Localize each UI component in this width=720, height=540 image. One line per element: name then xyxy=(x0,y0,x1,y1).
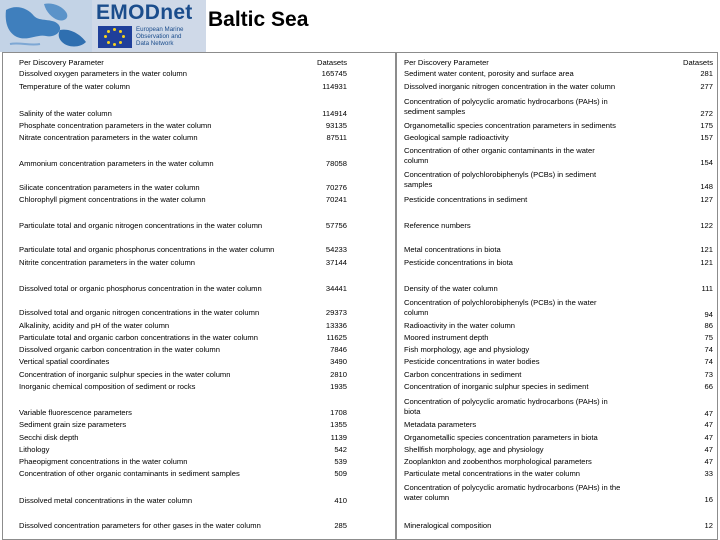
parameter-name: Sediment water content, porosity and surface area xyxy=(404,69,574,78)
dataset-count: 34441 xyxy=(325,284,347,293)
dataset-count: 121 xyxy=(700,245,713,254)
logo-subtitle-line: Data Network xyxy=(136,40,174,47)
parameter-name: Secchi disk depth xyxy=(19,433,79,442)
parameter-name: Metal concentrations in biota xyxy=(404,245,501,254)
dataset-count: 47 xyxy=(704,409,713,418)
dataset-count: 94 xyxy=(704,310,713,319)
column-header-datasets: Datasets xyxy=(683,58,713,67)
parameter-name: Lithology xyxy=(19,445,50,454)
dataset-count: 2810 xyxy=(330,370,347,379)
parameter-name: Organometallic species concentration parameters in sediments xyxy=(404,121,616,130)
page-title: Baltic Sea xyxy=(208,8,309,31)
parameter-name: Sediment grain size parameters xyxy=(19,420,127,429)
dataset-count: 542 xyxy=(334,445,347,454)
parameter-name: Dissolved oxygen parameters in the water column xyxy=(19,69,187,78)
column-header-datasets: Datasets xyxy=(317,58,347,67)
dataset-count: 157 xyxy=(700,133,713,142)
parameter-name xyxy=(404,97,662,117)
parameter-name xyxy=(404,397,662,417)
dataset-count: 87511 xyxy=(326,133,347,142)
dataset-count: 33 xyxy=(704,469,713,478)
parameter-name: Dissolved organic carbon concentration in the water column xyxy=(19,345,220,354)
parameter-name-continued: sediment samples xyxy=(404,107,466,116)
parameter-name-line: Concentration of polycyclic aromatic hydrocarbons (PAHs) in xyxy=(404,97,608,106)
dataset-count: 16 xyxy=(704,495,713,504)
parameter-name-continued: biota xyxy=(404,407,421,416)
parameter-name: Ammonium concentration parameters in the water column xyxy=(19,159,214,168)
parameter-name: Dissolved total and organic nitrogen concentrations in the water column xyxy=(19,308,260,317)
parameter-name-continued: samples xyxy=(404,180,433,189)
parameter-name: Particulate metal concentrations in the water column xyxy=(404,469,581,478)
dataset-count: 74 xyxy=(704,345,713,354)
dataset-count: 57756 xyxy=(325,221,347,230)
parameter-name: Mineralogical composition xyxy=(404,521,492,530)
logo-subtitle-line: Observation and xyxy=(136,33,182,40)
right-parameter-table xyxy=(396,52,718,540)
dataset-count: 70241 xyxy=(325,195,347,204)
dataset-count: 1708 xyxy=(330,408,347,417)
dataset-count: 74 xyxy=(704,357,713,366)
parameter-name: Particulate total and organic carbon concentrations in the water column xyxy=(19,333,258,342)
dataset-count: 122 xyxy=(700,221,713,230)
dataset-count: 410 xyxy=(334,496,347,505)
dataset-count: 78058 xyxy=(325,159,347,168)
dataset-count: 13336 xyxy=(325,321,347,330)
parameter-name-continued: column xyxy=(404,308,429,317)
parameter-name: Nitrite concentration parameters in the water column xyxy=(19,258,196,267)
logo-subtitle xyxy=(136,26,183,47)
dataset-count: 539 xyxy=(334,457,347,466)
parameter-name: Moored instrument depth xyxy=(404,333,489,342)
dataset-count: 66 xyxy=(704,382,713,391)
parameter-name: Pesticide concentrations in sediment xyxy=(404,195,528,204)
logo-wordmark: EMODnet xyxy=(96,1,193,24)
parameter-name: Concentration of inorganic sulphur species in sediment xyxy=(404,382,589,391)
parameter-name-line: Concentration of polychlorobiphenyls (PCBs) in sediment xyxy=(404,170,597,179)
dataset-count: 509 xyxy=(334,469,347,478)
parameter-name: Nitrate concentration parameters in the water column xyxy=(19,133,198,142)
parameter-name: Particulate total and organic phosphorus concentrations in the water column xyxy=(19,245,275,254)
parameter-name-line: Concentration of polychlorobiphenyls (PCBs) in the water xyxy=(404,298,597,307)
parameter-name-continued: water column xyxy=(404,493,450,502)
parameter-name-line: Concentration of polycyclic aromatic hydrocarbons (PAHs) in the xyxy=(404,483,621,492)
parameter-name: Pesticide concentrations in biota xyxy=(404,258,513,267)
dataset-count: 54233 xyxy=(325,245,347,254)
dataset-count: 73 xyxy=(704,370,713,379)
parameter-name: Dissolved total or organic phosphorus concentration in the water column xyxy=(19,284,262,293)
parameter-name-line: Concentration of other organic contaminants in the water xyxy=(404,146,595,155)
dataset-count: 11625 xyxy=(326,333,347,342)
parameter-name: Dissolved concentration parameters for other gases in the water column xyxy=(19,521,261,530)
dataset-count: 165745 xyxy=(321,69,347,78)
dataset-count: 154 xyxy=(700,158,713,167)
dataset-count: 75 xyxy=(704,333,713,342)
dataset-count: 86 xyxy=(704,321,713,330)
parameter-name xyxy=(404,146,662,166)
dataset-count: 1139 xyxy=(330,433,347,442)
dataset-count: 47 xyxy=(704,457,713,466)
parameter-name: Alkalinity, acidity and pH of the water column xyxy=(19,321,170,330)
parameter-name: Phaeopigment concentrations in the water column xyxy=(19,457,188,466)
parameter-name: Chlorophyll pigment concentrations in the water column xyxy=(19,195,206,204)
parameter-name: Density of the water column xyxy=(404,284,498,293)
dataset-count: 3490 xyxy=(330,357,347,366)
parameter-name: Concentration of other organic contaminants in sediment samples xyxy=(19,469,240,478)
parameter-name: Pesticide concentrations in water bodies xyxy=(404,357,540,366)
dataset-count: 175 xyxy=(700,121,713,130)
dataset-count: 37144 xyxy=(325,258,347,267)
parameter-name: Zooplankton and zoobenthos morphological parameters xyxy=(404,457,592,466)
dataset-count: 47 xyxy=(704,420,713,429)
left-parameter-table xyxy=(2,52,396,540)
dataset-count: 70276 xyxy=(325,183,347,192)
dataset-count: 281 xyxy=(700,69,713,78)
dataset-count: 12 xyxy=(704,521,713,530)
dataset-count: 127 xyxy=(700,195,713,204)
parameter-name: Temperature of the water column xyxy=(19,82,131,91)
dataset-count: 121 xyxy=(700,258,713,267)
dataset-count: 1355 xyxy=(330,420,347,429)
dataset-count: 114931 xyxy=(322,82,347,91)
dataset-count: 93135 xyxy=(325,121,347,130)
column-header-parameter: Per Discovery Parameter xyxy=(19,58,104,67)
dataset-count: 1935 xyxy=(330,382,347,391)
parameter-name: Concentration of inorganic sulphur species in the water column xyxy=(19,370,231,379)
dataset-count: 29373 xyxy=(325,308,347,317)
dataset-count: 47 xyxy=(704,445,713,454)
dataset-count: 277 xyxy=(700,82,713,91)
parameter-name xyxy=(404,170,662,190)
emodnet-logo xyxy=(0,0,206,52)
dataset-count: 111 xyxy=(701,284,713,293)
parameter-name: Vertical spatial coordinates xyxy=(19,357,110,366)
parameter-name: Salinity of the water column xyxy=(19,109,112,118)
parameter-name xyxy=(404,298,662,318)
parameter-name: Metadata parameters xyxy=(404,420,477,429)
parameter-name: Phosphate concentration parameters in the water column xyxy=(19,121,212,130)
parameter-name: Particulate total and organic nitrogen concentrations in the water column xyxy=(19,221,263,230)
eu-flag-icon xyxy=(98,26,132,48)
parameter-name: Dissolved inorganic nitrogen concentration in the water column xyxy=(404,82,616,91)
dataset-count: 148 xyxy=(700,182,713,191)
parameter-name: Organometallic species concentration parameters in biota xyxy=(404,433,598,442)
logo-subtitle-line: European Marine xyxy=(136,26,184,33)
parameter-name: Shellfish morphology, age and physiology xyxy=(404,445,544,454)
dataset-count: 47 xyxy=(704,433,713,442)
europe-map-icon xyxy=(0,0,92,52)
parameter-name: Variable fluorescence parameters xyxy=(19,408,132,417)
parameter-name: Carbon concentrations in sediment xyxy=(404,370,522,379)
parameter-name: Reference numbers xyxy=(404,221,471,230)
parameter-name: Geological sample radioactivity xyxy=(404,133,509,142)
parameter-name xyxy=(404,483,662,503)
column-header-parameter: Per Discovery Parameter xyxy=(404,58,489,67)
parameter-name: Fish morphology, age and physiology xyxy=(404,345,530,354)
dataset-count: 7846 xyxy=(330,345,347,354)
dataset-count: 114914 xyxy=(322,109,347,118)
header xyxy=(0,0,720,52)
parameter-name-line: Concentration of polycyclic aromatic hydrocarbons (PAHs) in xyxy=(404,397,608,406)
parameter-name: Silicate concentration parameters in the water column xyxy=(19,183,200,192)
parameter-name: Dissolved metal concentrations in the water column xyxy=(19,496,193,505)
parameter-name-continued: column xyxy=(404,156,429,165)
parameter-name: Radioactivity in the water column xyxy=(404,321,516,330)
dataset-count: 285 xyxy=(334,521,347,530)
parameter-name: Inorganic chemical composition of sediment or rocks xyxy=(19,382,196,391)
dataset-count: 272 xyxy=(700,109,713,118)
